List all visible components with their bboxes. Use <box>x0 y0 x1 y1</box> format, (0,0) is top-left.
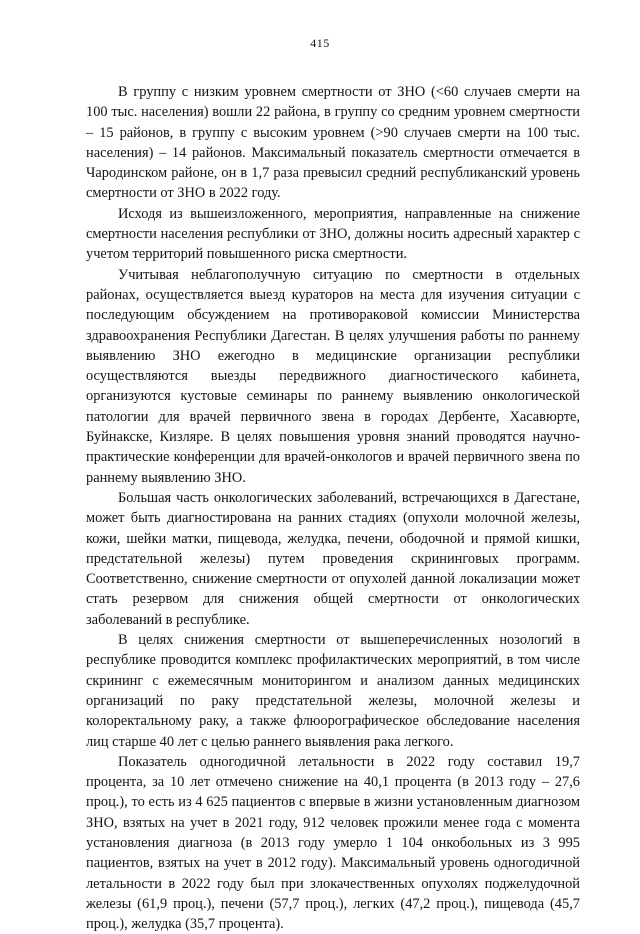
document-body <box>86 82 580 934</box>
paragraph-early-diagnosis: Большая часть онкологических заболеваний, встречающихся в Дагестане, может быть диагностирована на ранних стадиях (опухоли молочной железы, кожи, шейки матки, пищевода, желудка, печени, ободочной и прямой кишки, предстательной железы) путем проведения скрининговых программ. Соответственно, снижение смертности от опухолей данной локализации может стать резервом для снижения общей смертности от онкологических заболеваний в республике. <box>86 489 580 628</box>
paragraph-targeted-measures: Исходя из вышеизложенного, мероприятия, направленные на снижение смертности населения республики от ЗНО, должны носить адресный характер с учетом территорий повышенного риска смертности. <box>86 205 580 263</box>
paragraph-mortality-groups: В группу с низким уровнем смертности от ЗНО (<60 случаев смерти на 100 тыс. населения) вошли 22 района, в группу со средним уровнем смертности – 15 районов, в группу с высоким уровнем (>90 случаев смерти на 100 тыс. населения) – 14 районов. Максимальный показатель смертности отмечается в Чародинском районе, он в 1,7 раза превысил средний республиканский уровень смертности от ЗНО в 2022 году. <box>86 84 580 202</box>
paragraph-screening-measures: В целях снижения смертности от вышеперечисленных нозологий в республике проводится комплекс профилактических мероприятий, в том числе скрининг с ежемесячным мониторингом и анализом данных медицинских организаций по раку предстательной железы, молочной железы и колоректальному раку, а также флюорографическое обследование населения лиц старше 40 лет с целью раннего выявления рака легкого. <box>86 632 580 750</box>
paragraph-one-year-lethality: Показатель одногодичной летальности в 2022 году составил 19,7 процента, за 10 лет отмечено снижение на 40,1 процента (в 2013 году – 27,6 проц.), то есть из 4 625 пациентов с впервые в жизни установленным диагнозом ЗНО, взятых на учет в 2021 году, 912 человек прожили менее года с момента установления диагноза (в 2013 году умерло 1 104 онкобольных из 3 995 пациентов, взятых на учет в 2012 году). Максимальный уровень одногодичной летальности в 2022 году был при злокачественных опухолях поджелудочной железы (61,9 проц.), печени (57,7 проц.), легких (47,2 проц.), пищевода (45,7 проц.), желудка (35,7 процента). <box>86 753 580 933</box>
page-number: 415 <box>310 36 330 50</box>
paragraph-curator-visits: Учитывая неблагополучную ситуацию по смертности в отдельных районах, осуществляется выезд кураторов на места для изучения ситуации с последующим обсуждением на противораковой комиссии Министерства здравоохранения Республики Дагестан. В целях улучшения работы по раннему выявлению ЗНО ежегодно в медицинские организации республики осуществляются выезды передвижного диагностического кабинета, организуются кустовые семинары по раннему выявлению онкологической патологии для врачей первичного звена в городах Дербенте, Хасавюрте, Буйнакске, Кизляре. В целях повышения уровня знаний проводятся научно-практические конференции для врачей-онкологов и врачей первичного звена по раннему выявлению ЗНО. <box>86 266 580 486</box>
